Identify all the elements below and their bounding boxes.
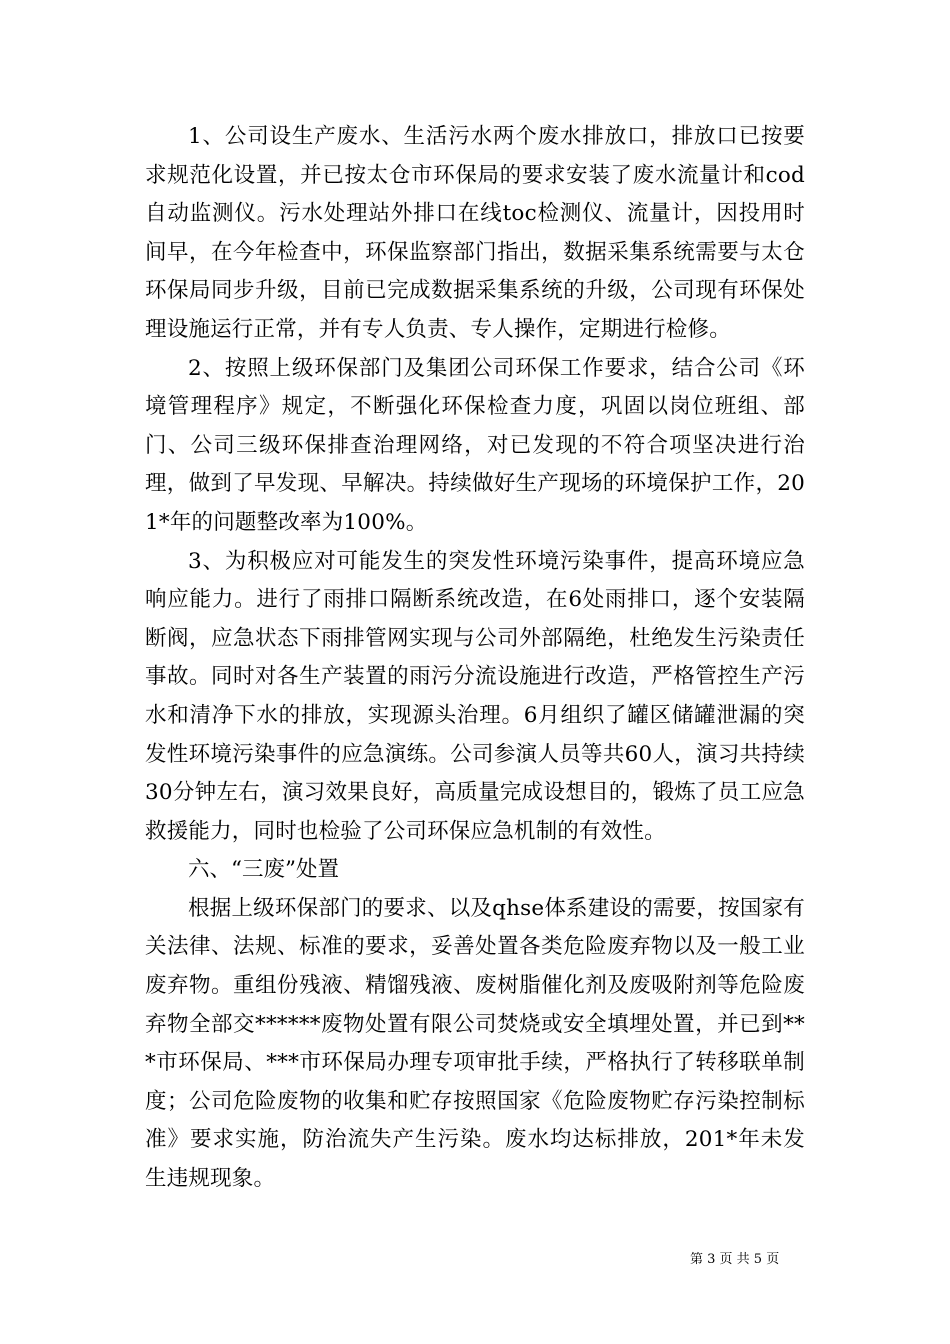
section-heading: 六、“三废”处置 [188,857,339,883]
page-number-footer: 第 3 页 共 5 页 [690,1252,780,1267]
paragraph-item-2: 2、按照上级环保部门及集团公司环保工作要求，结合公司《环境管理程序》规定，不断强化环保检查力度，巩固以岗位班组、部门、公司三级环保排查治理网络，对已发现的不符合项坚决进行治理，做到了早发现、早解决。持续做好生产现场的环境保护工作，201*年的问题整改率为100%。 [145,355,805,535]
paragraph-item-3: 3、为积极应对可能发生的突发性环境污染事件，提高环境应急响应能力。进行了雨排口隔断系统改造，在6处雨排口，逐个安装隔断阀，应急状态下雨排管网实现与公司外部隔绝，杜绝发生污染责任事故。同时对各生产装置的雨污分流设施进行改造，严格管控生产污水和清净下水的排放，实现源头治理。6月组织了罐区储罐泄漏的突发性环境污染事件的应急演练。公司参演人员等共60人，演习共持续30分钟左右，演习效果良好，高质量完成设想目的，锻炼了员工应急救援能力，同时也检验了公司环保应急机制的有效性。 [145,548,805,844]
paragraph-item-1: 1、公司设生产废水、生活污水两个废水排放口，排放口已按要求规范化设置，并已按太仓市环保局的要求安装了废水流量计和cod自动监测仪。污水处理站外排口在线toc检测仪、流量计，因投用时间早，在今年检查中，环保监察部门指出，数据采集系统需要与太仓环保局同步升级，目前已完成数据采集系统的升级，公司现有环保处理设施运行正常，并有专人负责、专人操作，定期进行检修。 [145,124,805,342]
document-body [145,118,805,1199]
section-paragraph: 根据上级环保部门的要求、以及qhse体系建设的需要，按国家有关法律、法规、标准的要求，妥善处置各类危险废弃物以及一般工业废弃物。重组份残液、精馏残液、废树脂催化剂及废吸附剂等危险废弃物全部交******废物处置有限公司焚烧或安全填埋处置，并已到***市环保局、***市环保局办理专项审批手续，严格执行了转移联单制度；公司危险废物的收集和贮存按照国家《危险废物贮存污染控制标准》要求实施，防治流失产生污染。废水均达标排放，201*年未发生违规现象。 [145,895,805,1192]
